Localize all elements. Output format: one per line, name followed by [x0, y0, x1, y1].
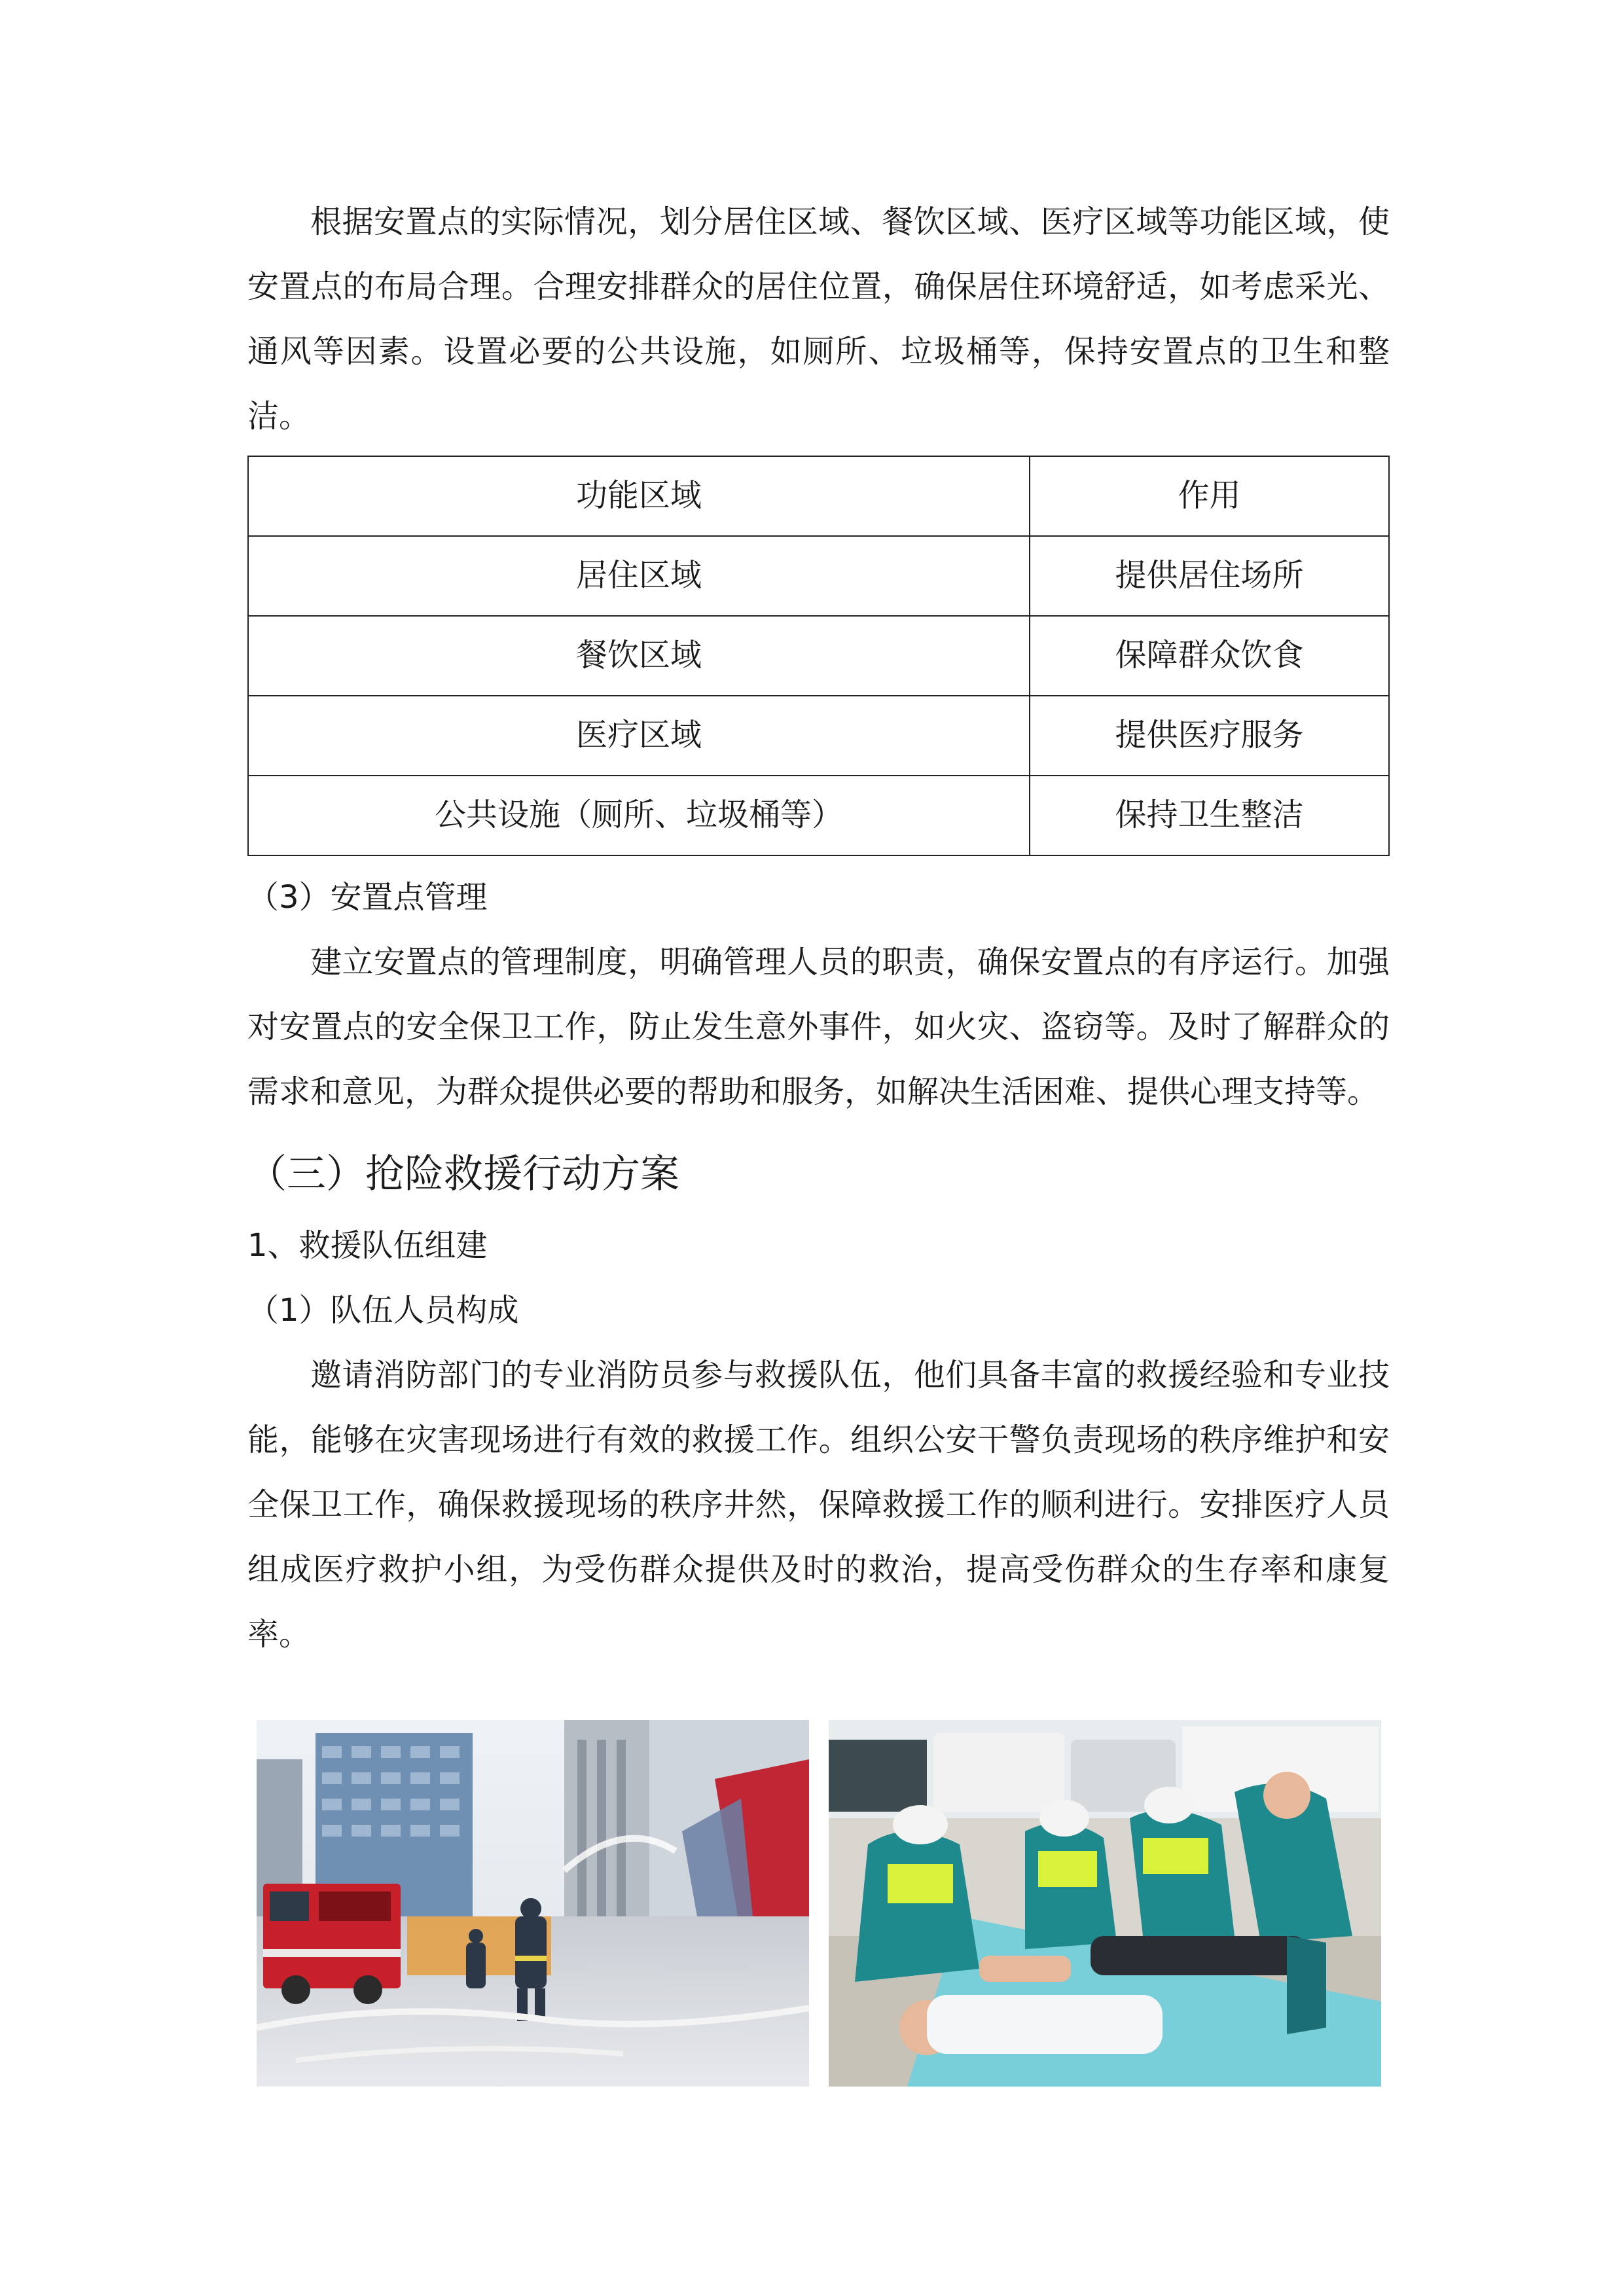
subsubsection-heading: （1）队伍人员构成: [247, 1292, 519, 1329]
table-cell: 保持卫生整洁: [1030, 776, 1389, 855]
table-header-cell: 作用: [1030, 456, 1389, 536]
table-cell: 医疗区域: [248, 696, 1030, 776]
document-body: [247, 190, 1390, 1667]
section-title: （三）抢险救援行动方案: [247, 1151, 679, 1197]
medical-rescue-illustration: [829, 1720, 1381, 2087]
table-cell: 餐饮区域: [248, 616, 1030, 696]
management-heading: （3）安置点管理: [247, 879, 488, 916]
team-composition-paragraph: 邀请消防部门的专业消防员参与救援队伍，他们具备丰富的救援经验和专业技能，能够在灾害现场进行有效的救援工作。组织公安干警负责现场的秩序维护和安全保卫工作，确保救援现场的秩序井然，保障救援工作的顺利进行。安排医疗人员组成医疗救护小组，为受伤群众提供及时的救治，提高受伤群众的生存率和康复率。: [247, 1357, 1390, 1653]
management-paragraph: 建立安置点的管理制度，明确管理人员的职责，确保安置点的有序运行。加强对安置点的安全保卫工作，防止发生意外事件，如火灾、盗窃等。及时了解群众的需求和意见，为群众提供必要的帮助和服务，如解决生活困难、提供心理支持等。: [247, 944, 1390, 1110]
table-cell: 提供医疗服务: [1030, 696, 1389, 776]
table-row: [248, 776, 1389, 855]
table-cell: 提供居住场所: [1030, 536, 1389, 616]
subsection-heading: 1、救援队伍组建: [247, 1227, 488, 1264]
table-header-row: [248, 456, 1389, 536]
medical-rescue-drill-photo: [829, 1720, 1381, 2087]
firefighters-drill-photo: [257, 1720, 809, 2087]
photo-row: [257, 1720, 1381, 2087]
table-row: [248, 696, 1389, 776]
table-row: [248, 616, 1389, 696]
table-cell: 居住区域: [248, 536, 1030, 616]
function-area-table: [247, 456, 1390, 856]
table-header-cell: 功能区域: [248, 456, 1030, 536]
table-cell: 公共设施（厕所、垃圾桶等）: [248, 776, 1030, 855]
intro-paragraph: 根据安置点的实际情况，划分居住区域、餐饮区域、医疗区域等功能区域，使安置点的布局合理。合理安排群众的居住位置，确保居住环境舒适，如考虑采光、通风等因素。设置必要的公共设施，如厕所、垃圾桶等，保持安置点的卫生和整洁。: [247, 204, 1390, 435]
firefighters-drill-illustration: [257, 1720, 809, 2087]
table-row: [248, 536, 1389, 616]
table-cell: 保障群众饮食: [1030, 616, 1389, 696]
